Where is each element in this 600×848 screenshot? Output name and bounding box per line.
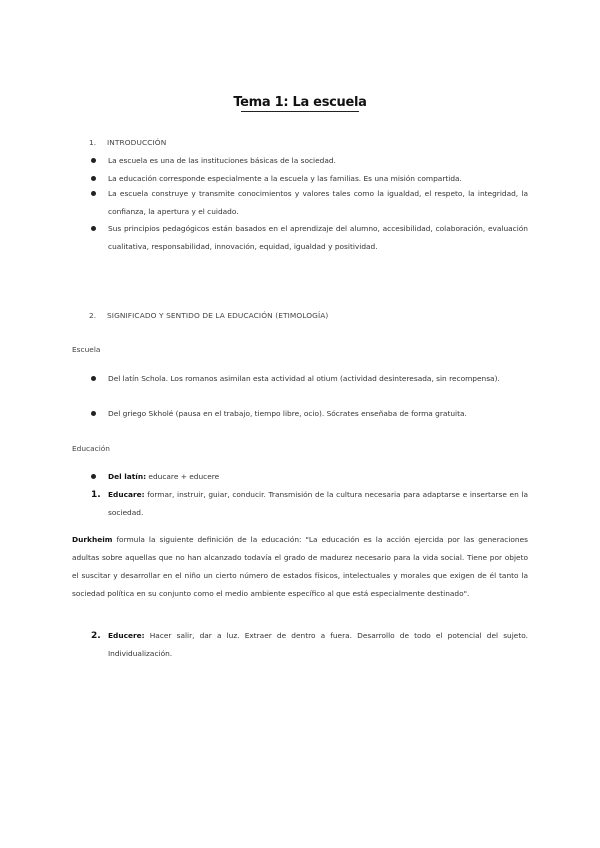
list-item: La escuela construye y transmite conocimientos y valores tales como la igualdad, el respeto, la integridad, la confianza, la apertura y el cuidado.	[108, 185, 528, 221]
list-item: La educación corresponde especialmente a la escuela y las familias. Es una misión compartida.	[108, 170, 528, 188]
bullet-icon	[91, 191, 96, 196]
list-item: Del latín: educare + educere	[108, 468, 528, 486]
list-item: La escuela es una de las instituciones básicas de la sociedad.	[108, 152, 528, 170]
bullet-icon	[91, 411, 96, 416]
bullet-icon	[91, 158, 96, 163]
bullet-icon	[91, 474, 96, 479]
list-item: Del griego Skholé (pausa en el trabajo, tiempo libre, ocio). Sócrates enseñaba de forma gratuita.	[108, 405, 528, 423]
numbered-item-educere: 2. Educere: Hacer salir, dar a luz. Extraer de dentro a fuera. Desarrollo de todo el potencial del sujeto. Individualización.	[108, 627, 528, 663]
section-title: SIGNIFICADO Y SENTIDO DE LA EDUCACIÓN (ETIMOLOGÍA)	[107, 311, 329, 320]
list-item: Del latín Schola. Los romanos asimilan esta actividad al otium (actividad desinteresada, sin recompensa).	[108, 370, 528, 388]
bullet-icon	[91, 376, 96, 381]
term: Educere:	[108, 631, 145, 640]
item-number: 2.	[91, 631, 101, 641]
section-number: 1.	[89, 138, 97, 147]
term: Educare:	[108, 490, 145, 499]
list-item: Sus principios pedagógicos están basados en el aprendizaje del alumno, accesibilidad, colaboración, evaluación cualitativa, responsabilidad, innovación, equidad, igualdad y positividad.	[108, 220, 528, 256]
term: Del latín:	[108, 472, 147, 481]
bullet-icon	[91, 176, 96, 181]
term: Durkheim	[72, 535, 113, 544]
item-number: 1.	[91, 490, 101, 500]
subsection-label-escuela: Escuela	[72, 345, 101, 354]
page-title: Tema 1: La escuela	[0, 95, 600, 112]
numbered-item-educare: 1. Educare: formar, instruir, guiar, conducir. Transmisión de la cultura necesaria para adaptarse e insertarse en la sociedad.	[108, 486, 528, 522]
subsection-label-educacion: Educación	[72, 444, 110, 453]
section-number: 2.	[89, 311, 97, 320]
section-title: INTRODUCCIÓN	[107, 138, 167, 147]
bullet-icon	[91, 226, 96, 231]
durkheim-paragraph: Durkheim formula la siguiente definición de la educación: "La educación es la acción ejercida por las generaciones adultas sobre aquellas que no han alcanzado todavía el grado de madurez necesario para la vida social. Tiene por objeto el suscitar y desarrollar en el niño un cierto número de estados físicos, intelectuales y morales que exigen de él tanto la sociedad política en su conjunto como el medio ambiente específico al que está especialmente destinado".	[72, 535, 528, 598]
